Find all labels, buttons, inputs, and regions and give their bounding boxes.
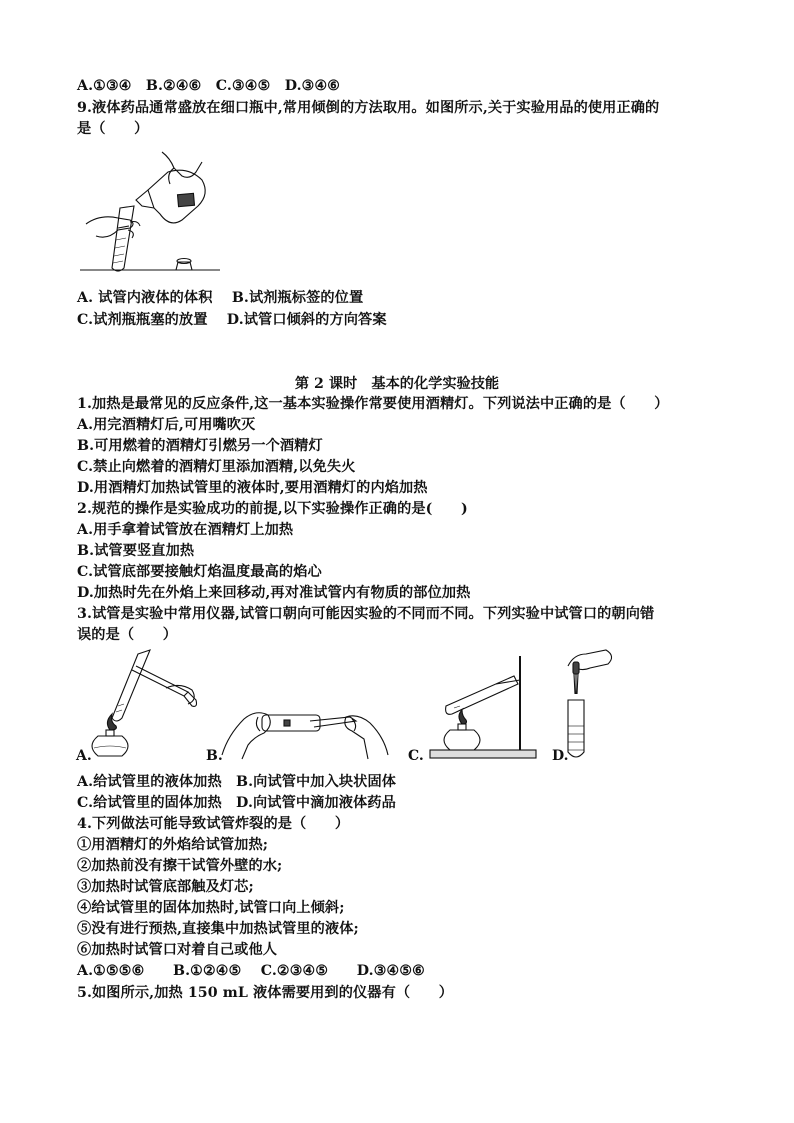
q1-stem: 1.加热是最常见的反应条件,这一基本实验操作常要使用酒精灯。下列说法中正确的是（ ） — [77, 396, 669, 412]
q9-options-line2: C.试剂瓶瓶塞的放置 D.试管口倾斜的方向答案 — [77, 312, 387, 328]
q5-stem: 5.如图所示,加热 150 mL 液体需要用到的仪器有（ ） — [77, 985, 454, 1001]
q4-item-2: ②加热前没有擦干试管外壁的水; — [77, 858, 283, 874]
q3-figure-d-dropping-liquid — [560, 648, 620, 763]
q9-pouring-figure — [78, 150, 223, 275]
q3-figure-b-adding-solid — [218, 695, 393, 765]
q1-option-c: C.禁止向燃着的酒精灯里添加酒精,以免失火 — [77, 459, 356, 475]
q2-stem: 2.规范的操作是实验成功的前提,以下实验操作正确的是( ) — [77, 501, 468, 517]
q3-options-line2: C.给试管里的固体加热 D.向试管中滴加液体药品 — [77, 795, 396, 811]
q8-options: A.①③④ B.②④⑥ C.③④⑤ D.③④⑥ — [77, 78, 341, 94]
q1-option-b: B.可用燃着的酒精灯引燃另一个酒精灯 — [77, 438, 323, 454]
q4-item-5: ⑤没有进行预热,直接集中加热试管里的液体; — [77, 921, 359, 937]
q4-item-3: ③加热时试管底部触及灯芯; — [77, 879, 254, 895]
q4-item-6: ⑥加热时试管口对着自己或他人 — [77, 942, 278, 958]
q2-option-a: A.用手拿着试管放在酒精灯上加热 — [77, 522, 294, 538]
q4-item-4: ④给试管里的固体加热时,试管口向上倾斜; — [77, 900, 345, 916]
q3-stem-line1: 3.试管是实验中常用仪器,试管口朝向可能因实验的不同而不同。下列实验中试管口的朝向错 — [77, 606, 655, 622]
q1-option-a: A.用完酒精灯后,可用嘴吹灭 — [77, 417, 256, 433]
q2-option-c: C.试管底部要接触灯焰温度最高的焰心 — [77, 564, 322, 580]
q3-options-line1: A.给试管里的液体加热 B.向试管中加入块状固体 — [77, 774, 397, 790]
section-title: 第 2 课时 基本的化学实验技能 — [294, 376, 500, 392]
q3-figure-label-c: C. — [408, 748, 424, 764]
q3-figure-a-heating-liquid — [88, 648, 208, 763]
q9-options-line1: A. 试管内液体的体积 B.试剂瓶标签的位置 — [77, 290, 364, 306]
q3-stem-line2: 误的是（ ） — [77, 627, 178, 643]
q3-figure-label-d: D. — [552, 748, 569, 764]
q3-figure-label-a: A. — [76, 748, 92, 764]
q3-figure-c-heating-solid — [424, 650, 542, 762]
q2-option-d: D.加热时先在外焰上来回移动,再对准试管内有物质的部位加热 — [77, 585, 471, 601]
q3-figure-label-b: B. — [206, 748, 223, 764]
q2-option-b: B.试管要竖直加热 — [77, 543, 195, 559]
q4-item-1: ①用酒精灯的外焰给试管加热; — [77, 837, 269, 853]
q9-stem-line1: 9.液体药品通常盛放在细口瓶中,常用倾倒的方法取用。如图所示,关于实验用品的使用正确的 — [77, 100, 660, 116]
q9-stem-line2: 是（ ） — [77, 121, 149, 137]
q4-options: A.①⑤⑤⑥ B.①②④⑤ C.②③④⑤ D.③④⑤⑥ — [77, 963, 425, 979]
q1-option-d: D.用酒精灯加热试管里的液体时,要用酒精灯的内焰加热 — [77, 480, 428, 496]
q4-stem: 4.下列做法可能导致试管炸裂的是（ ） — [77, 816, 350, 832]
